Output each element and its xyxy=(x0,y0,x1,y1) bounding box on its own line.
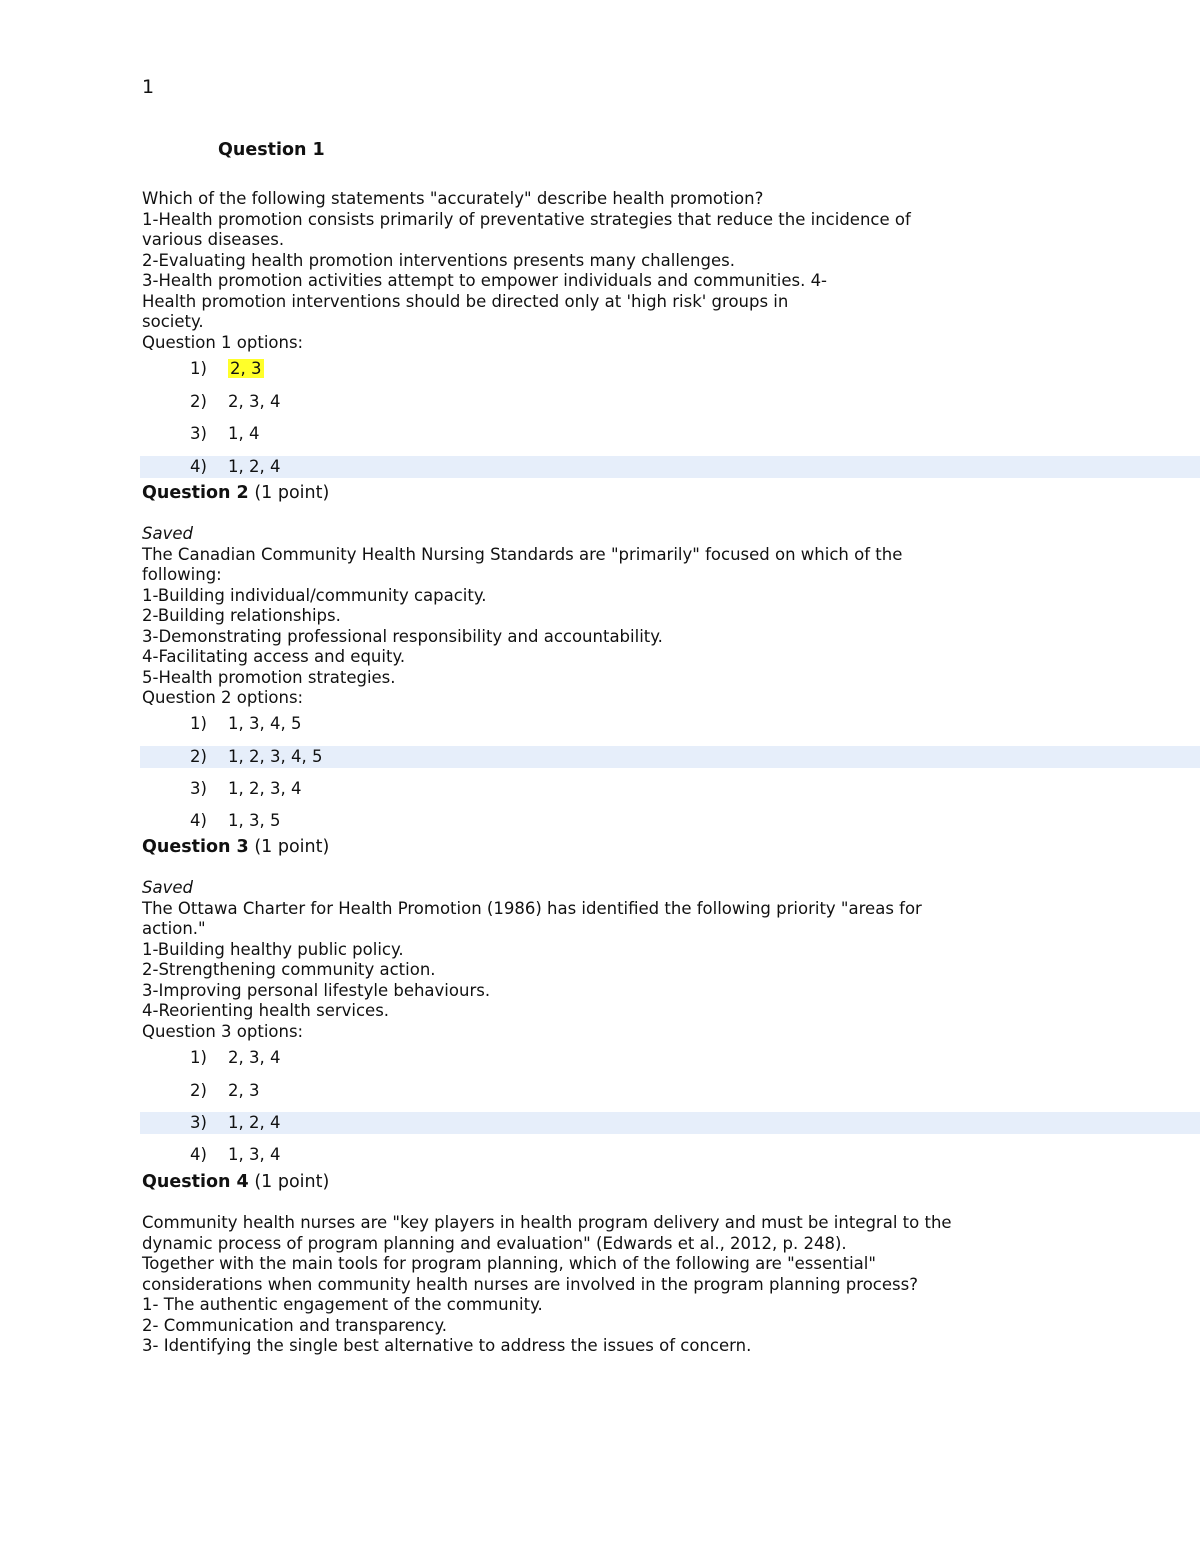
question-2-stem xyxy=(142,524,902,709)
q3-line: action." xyxy=(142,919,206,938)
option-text: 1, 2, 3, 4, 5 xyxy=(228,747,323,766)
page-number: 1 xyxy=(142,76,155,98)
q3-line: The Ottawa Charter for Health Promotion (1986) has identified the following priority "areas for xyxy=(142,898,922,918)
q2-line: 3-Demonstrating professional responsibility and accountability. xyxy=(142,626,663,646)
option-text: 1, 3, 4 xyxy=(228,1145,281,1164)
q1-option-4[interactable] xyxy=(190,456,280,478)
option-number: 2) xyxy=(190,1081,207,1100)
question-3-title: Question 3 xyxy=(142,837,249,857)
q1-option-1[interactable] xyxy=(190,358,264,380)
option-number: 2) xyxy=(190,392,207,411)
q3-option-1[interactable] xyxy=(190,1047,280,1069)
q3-selected-band xyxy=(140,1112,1200,1134)
q4-line: 3- Identifying the single best alternative to address the issues of concern. xyxy=(142,1336,752,1355)
q1-line: 1-Health promotion consists primarily of preventative strategies that reduce the incidence of xyxy=(142,209,911,229)
q3-option-4[interactable] xyxy=(190,1144,280,1166)
q2-line: following: xyxy=(142,565,222,584)
q1-line: society. xyxy=(142,312,204,331)
q2-options-label: Question 2 options: xyxy=(142,688,304,707)
q1-option-2[interactable] xyxy=(190,391,280,413)
q2-option-3[interactable] xyxy=(190,778,301,800)
q1-line: 3-Health promotion activities attempt to empower individuals and communities. 4- xyxy=(142,271,828,290)
question-points: (1 point) xyxy=(254,1172,330,1192)
question-4-title: Question 4 xyxy=(142,1172,249,1192)
q2-line: 1-Building individual/community capacity. xyxy=(142,585,487,605)
option-number: 3) xyxy=(190,779,207,798)
option-text: 1, 2, 4 xyxy=(228,457,281,476)
q1-line: 2-Evaluating health promotion interventions presents many challenges. xyxy=(142,250,735,270)
option-number: 4) xyxy=(190,457,207,476)
q1-selected-band xyxy=(140,456,1200,478)
q4-line: dynamic process of program planning and evaluation" (Edwards et al., 2012, p. 248). xyxy=(142,1233,847,1253)
option-number: 1) xyxy=(190,359,207,378)
q3-line: 1-Building healthy public policy. xyxy=(142,939,404,959)
question-points: (1 point) xyxy=(254,837,330,857)
q2-option-2[interactable] xyxy=(190,746,322,768)
q2-line: 2-Building relationships. xyxy=(142,606,341,625)
saved-status: Saved xyxy=(142,524,193,543)
q4-line: Together with the main tools for program planning, which of the following are "essential" xyxy=(142,1254,876,1273)
question-3-heading xyxy=(142,837,329,857)
q3-line: 3-Improving personal lifestyle behaviours. xyxy=(142,980,491,1000)
q4-line: Community health nurses are "key players in health program delivery and must be integral to the xyxy=(142,1213,952,1232)
option-text: 2, 3, 4 xyxy=(228,1048,281,1067)
q2-line: 5-Health promotion strategies. xyxy=(142,667,396,687)
question-3-stem xyxy=(142,878,922,1042)
q4-line: considerations when community health nurses are involved in the program planning process? xyxy=(142,1274,918,1294)
question-2-heading xyxy=(142,483,329,503)
q2-line: 4-Facilitating access and equity. xyxy=(142,647,406,666)
q3-line: 4-Reorienting health services. xyxy=(142,1001,390,1020)
q3-options-label: Question 3 options: xyxy=(142,1021,304,1041)
option-number: 1) xyxy=(190,1048,207,1067)
option-number: 4) xyxy=(190,1145,207,1164)
option-text: 1, 3, 4, 5 xyxy=(228,714,302,733)
q4-line: 1- The authentic engagement of the community. xyxy=(142,1295,543,1314)
question-1-title: Question 1 xyxy=(218,140,325,160)
option-text: 1, 4 xyxy=(228,424,260,443)
q2-line: The Canadian Community Health Nursing Standards are "primarily" focused on which of the xyxy=(142,544,903,564)
q1-line: Which of the following statements "accurately" describe health promotion? xyxy=(142,189,764,208)
q1-line: various diseases. xyxy=(142,230,285,249)
question-4-heading xyxy=(142,1172,329,1192)
option-text: 1, 2, 4 xyxy=(228,1113,281,1132)
option-text: 2, 3, 4 xyxy=(228,392,281,411)
option-number: 3) xyxy=(190,424,207,443)
q2-option-1[interactable] xyxy=(190,713,301,735)
option-text: 1, 2, 3, 4 xyxy=(228,779,302,798)
option-number: 2) xyxy=(190,747,207,766)
option-text: 1, 3, 5 xyxy=(228,811,281,830)
option-number: 4) xyxy=(190,811,207,830)
option-text: 2, 3 xyxy=(228,1081,260,1100)
question-4-stem xyxy=(142,1213,952,1357)
q3-line: 2-Strengthening community action. xyxy=(142,960,436,979)
q2-option-4[interactable] xyxy=(190,810,280,832)
highlighted-answer: 2, 3 xyxy=(230,359,262,378)
question-2-title: Question 2 xyxy=(142,483,249,503)
saved-status: Saved xyxy=(142,878,193,897)
question-1-stem xyxy=(142,189,911,353)
q4-line: 2- Communication and transparency. xyxy=(142,1315,448,1335)
option-number: 3) xyxy=(190,1113,207,1132)
q3-option-3[interactable] xyxy=(190,1112,280,1134)
q1-option-3[interactable] xyxy=(190,423,260,445)
q1-line: Health promotion interventions should be directed only at 'high risk' groups in xyxy=(142,291,789,311)
option-number: 1) xyxy=(190,714,207,733)
q1-options-label: Question 1 options: xyxy=(142,332,304,352)
question-points: (1 point) xyxy=(254,483,330,503)
q3-option-2[interactable] xyxy=(190,1080,260,1102)
